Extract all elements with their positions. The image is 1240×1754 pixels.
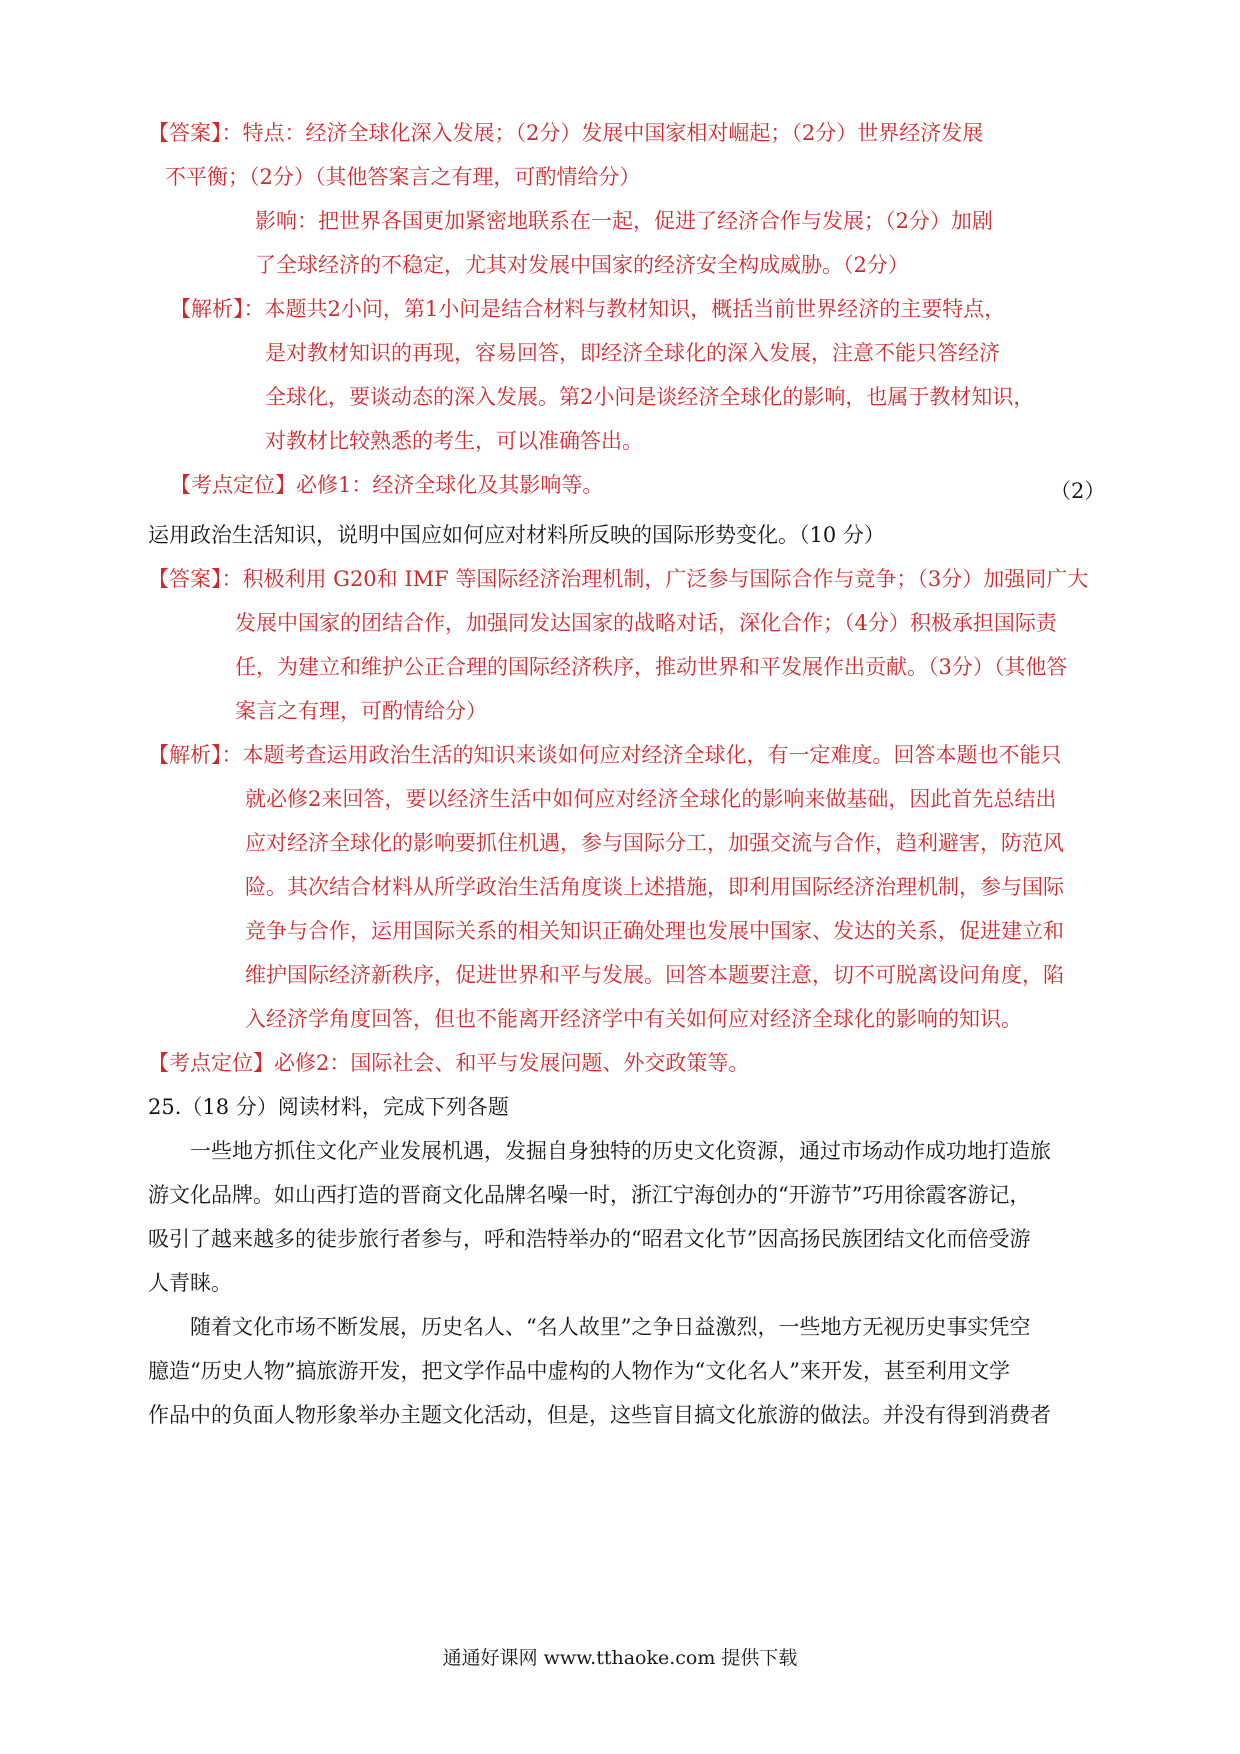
material-para-1-line-2: 游文化品牌。如山西打造的晋商文化品牌名噪一时，浙江宁海创办的“开游节”巧用徐霞客游记，: [148, 1183, 1031, 1207]
material-para-2-line-2: 臆造“历史人物”搞旅游开发，把文学作品中虚构的人物作为“文化名人”来开发，甚至利用文学: [148, 1359, 1010, 1383]
analysis-2-line-1: 【解析】：本题考查运用政治生活的知识来谈如何应对经济全球化，有一定难度。回答本题也不能只: [148, 743, 1062, 767]
analysis-1-line-1: 【解析】：本题共2小问，第1小问是结合材料与教材知识，概括当前世界经济的主要特点，: [170, 297, 1006, 321]
answer-1-line-3: 影响：把世界各国更加紧密地联系在一起，促进了经济合作与发展；（2分）加剧: [255, 209, 993, 233]
question-2-number: （2）: [1050, 479, 1106, 503]
analysis-2-line-2: 就必修2来回答，要以经济生活中如何应对经济全球化的影响来做基础，因此首先总结出: [245, 787, 1057, 811]
question-25-heading: 25.（18 分）阅读材料，完成下列各题: [148, 1095, 509, 1119]
kaodian-1: 【考点定位】必修1：经济全球化及其影响等。: [170, 473, 604, 497]
analysis-1-line-3: 全球化，要谈动态的深入发展。第2小问是谈经济全球化的影响，也属于教材知识，: [265, 385, 1035, 409]
material-para-1-line-1: 一些地方抓住文化产业发展机遇，发掘自身独特的历史文化资源，通过市场动作成功地打造旅: [190, 1139, 1051, 1163]
material-para-2-line-1: 随着文化市场不断发展，历史名人、“名人故里”之争日益激烈，一些地方无视历史事实凭空: [190, 1315, 1031, 1339]
analysis-2-line-7: 入经济学角度回答，但也不能离开经济学中有关如何应对经济全球化的影响的知识。: [245, 1007, 1022, 1031]
answer-1-line-4: 了全球经济的不稳定，尤其对发展中国家的经济安全构成威胁。（2分）: [255, 253, 909, 277]
answer-1-line-2: 不平衡；（2分）（其他答案言之有理，可酌情给分）: [165, 165, 641, 189]
kaodian-2: 【考点定位】必修2：国际社会、和平与发展问题、外交政策等。: [148, 1051, 750, 1075]
answer-1-line-1: 【答案】：特点：经济全球化深入发展；（2分）发展中国家相对崛起；（2分）世界经济发展: [148, 121, 984, 145]
answer-2-line-3: 任，为建立和维护公正合理的国际经济秩序，推动世界和平发展作出贡献。（3分）（其他答: [235, 655, 1068, 679]
answer-2-line-1: 【答案】：积极利用 G20和 IMF 等国际经济治理机制，广泛参与国际合作与竞争；（3分）加强同广大: [148, 567, 1089, 591]
material-para-2-line-3: 作品中的负面人物形象举办主题文化活动，但是，这些盲目搞文化旅游的做法。并没有得到消费者: [148, 1403, 1051, 1427]
answer-2-line-4: 案言之有理，可酌情给分）: [235, 699, 487, 723]
analysis-1-line-4: 对教材比较熟悉的考生，可以准确答出。: [265, 429, 643, 453]
analysis-1-line-2: 是对教材知识的再现，容易回答，即经济全球化的深入发展，注意不能只答经济: [265, 341, 1000, 365]
question-2-text: 运用政治生活知识，说明中国应如何应对材料所反映的国际形势变化。（10 分）: [148, 523, 885, 547]
analysis-2-line-3: 应对经济全球化的影响要抓住机遇，参与国际分工，加强交流与合作，趋利避害，防范风: [245, 831, 1064, 855]
material-para-1-line-3: 吸引了越来越多的徒步旅行者参与，呼和浩特举办的“昭君文化节”因高扬民族团结文化而倍受游: [148, 1227, 1031, 1251]
analysis-2-line-4: 险。其次结合材料从所学政治生活角度谈上述措施，即利用国际经济治理机制，参与国际: [245, 875, 1064, 899]
answer-2-line-2: 发展中国家的团结合作，加强同发达国家的战略对话，深化合作；（4分）积极承担国际责: [235, 611, 1057, 635]
analysis-2-line-5: 竞争与合作，运用国际关系的相关知识正确处理也发展中国家、发达的关系，促进建立和: [245, 919, 1064, 943]
page-footer: 通通好课网 www.tthaoke.com 提供下载: [442, 1647, 798, 1669]
material-para-1-line-4: 人青睐。: [148, 1271, 232, 1295]
analysis-2-line-6: 维护国际经济新秩序，促进世界和平与发展。回答本题要注意，切不可脱离设问角度，陷: [245, 963, 1064, 987]
